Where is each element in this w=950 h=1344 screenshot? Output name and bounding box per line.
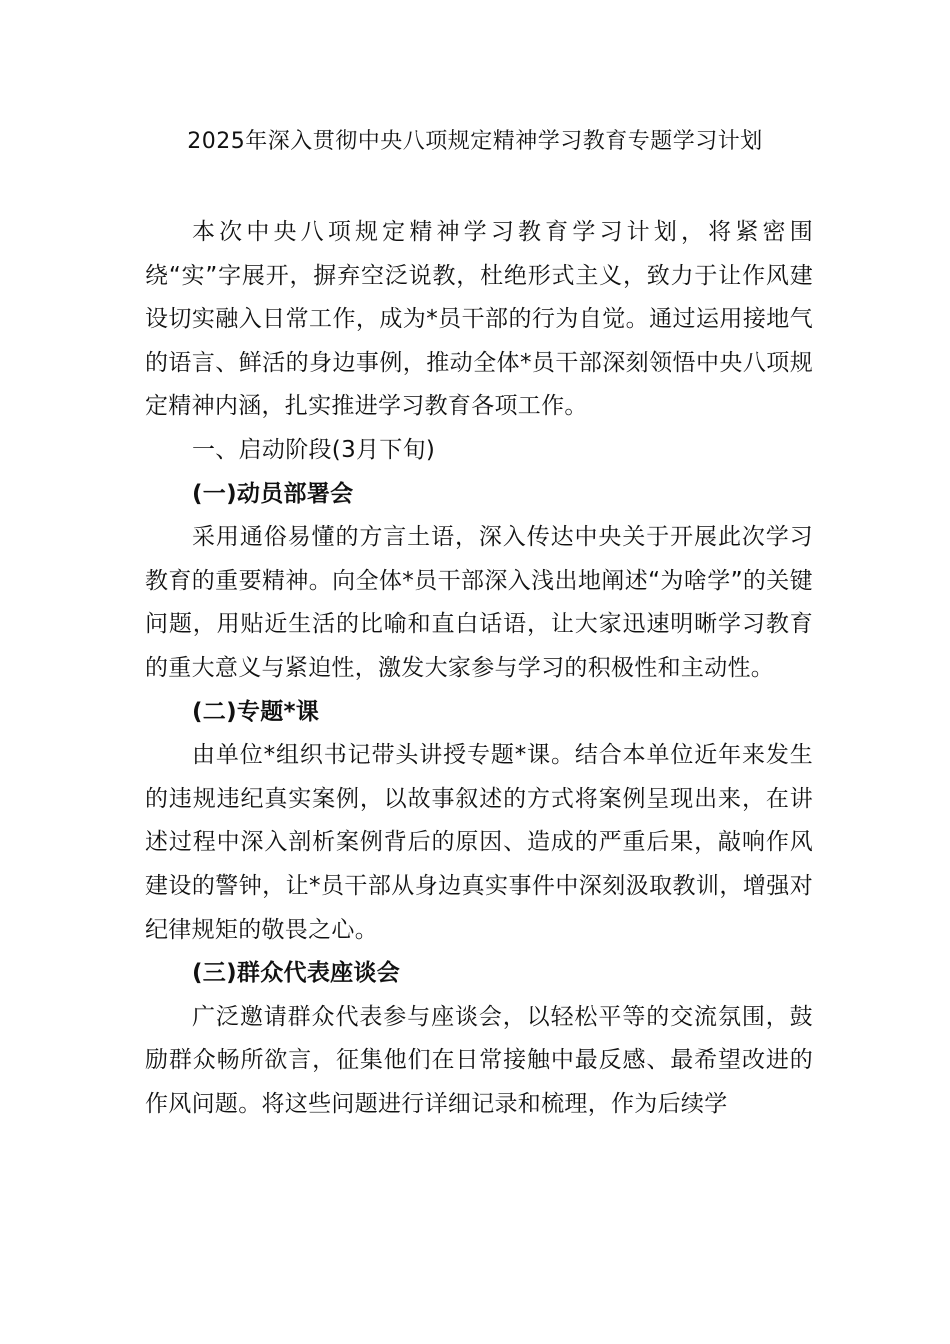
mobilization-meeting-paragraph: 采用通俗易懂的方言土语，深入传达中央关于开展此次学习教育的重要精神。向全体*员干部深入浅出地阐述“为啥学”的关键问题，用贴近生活的比喻和直白话语，让大家迅速明晰学习教育的重大意义与紧迫性，激发大家参与学习的积极性和主动性。 <box>145 524 813 681</box>
subheading-mobilization-meeting: (一)动员部署会 <box>192 480 354 507</box>
subheading-public-forum: (三)群众代表座谈会 <box>192 960 401 987</box>
public-forum-paragraph: 广泛邀请群众代表参与座谈会，以轻松平等的交流氛围，鼓励群众畅所欲言，征集他们在日常接触中最反感、最希望改进的作风问题。将这些问题进行详细记录和梳理，作为后续学 <box>145 1003 813 1117</box>
document-body <box>145 211 813 1126</box>
section-heading-startup-phase: 一、启动阶段(3月下旬) <box>192 436 436 463</box>
subheading-special-lecture: (二)专题*课 <box>192 698 320 725</box>
special-lecture-paragraph: 由单位*组织书记带头讲授专题*课。结合本单位近年来发生的违规违纪真实案例，以故事叙述的方式将案例呈现出来，在讲述过程中深入剖析案例背后的原因、造成的严重后果，敲响作风建设的警钟，让*员干部从身边真实事件中深刻汲取教训，增强对纪律规矩的敬畏之心。 <box>145 742 813 943</box>
document-title: 2025年深入贯彻中央八项规定精神学习教育专题学习计划 <box>187 129 763 154</box>
intro-paragraph: 本次中央八项规定精神学习教育学习计划，将紧密围绕“实”字展开，摒弃空泛说教，杜绝形式主义，致力于让作风建设切实融入日常工作，成为*员干部的行为自觉。通过运用接地气的语言、鲜活的身边事例，推动全体*员干部深刻领悟中央八项规定精神内涵，扎实推进学习教育各项工作。 <box>145 219 813 420</box>
